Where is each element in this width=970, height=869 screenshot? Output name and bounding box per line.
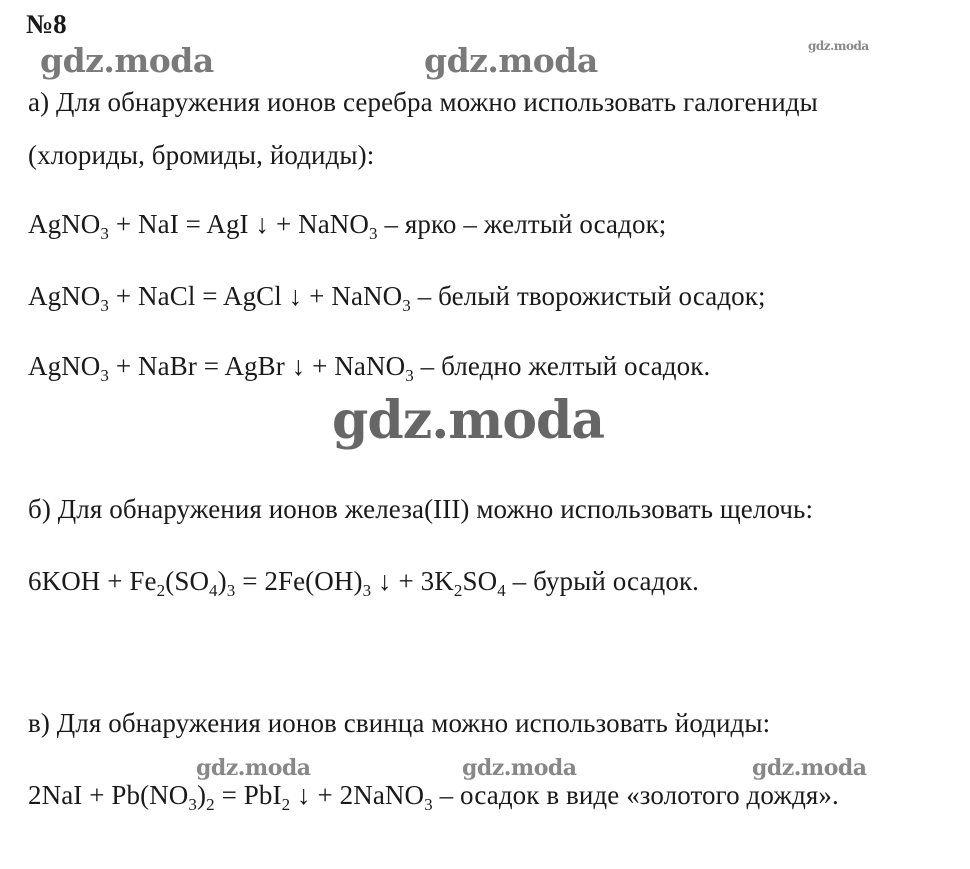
equation-silver-bromide: AgNO$_3$ + NaBr = AgBr ↓ + NaNO$_3$ – бледно желтый осадок. bbox=[28, 351, 711, 385]
section-a-intro-line1: а) Для обнаружения ионов серебра можно использовать галогениды bbox=[28, 87, 818, 117]
watermark-top-right: gdz.moda bbox=[808, 39, 869, 53]
problem-number: №8 bbox=[26, 9, 67, 39]
watermark-center: gdz.moda bbox=[332, 390, 605, 451]
watermark-bottom-right: gdz.moda bbox=[752, 755, 867, 781]
equation-silver-iodide: AgNO$_3$ + NaI = AgI ↓ + NaNO$_3$ – ярко – желтый осадок; bbox=[28, 209, 667, 243]
watermark-bottom-center: gdz.moda bbox=[462, 755, 577, 781]
watermark-top-left: gdz.moda bbox=[40, 41, 214, 80]
equation-silver-chloride: AgNO$_3$ + NaCl = AgCl ↓ + NaNO$_3$ – белый творожистый осадок; bbox=[28, 281, 766, 315]
section-b-intro: б) Для обнаружения ионов железа(III) можно использовать щелочь: bbox=[28, 494, 814, 524]
equation-iron-hydroxide: $6KOH + Fe_2(SO_4)_3 = 2Fe(OH)_3$ ↓ + $3K_2SO_4$ – бурый осадок. bbox=[28, 566, 700, 600]
section-a-intro-line2: (хлориды, бромиды, йодиды): bbox=[28, 140, 375, 170]
equation-lead-iodide: $2NaI + Pb(NO_3)_2 = PbI_2$ ↓ + 2NaNO$_3$ – осадок в виде «золотого дождя». bbox=[28, 780, 839, 814]
section-c-intro: в) Для обнаружения ионов свинца можно использовать йодиды: bbox=[28, 708, 771, 738]
watermark-bottom-left: gdz.moda bbox=[196, 755, 311, 781]
watermark-top-center: gdz.moda bbox=[424, 41, 598, 80]
